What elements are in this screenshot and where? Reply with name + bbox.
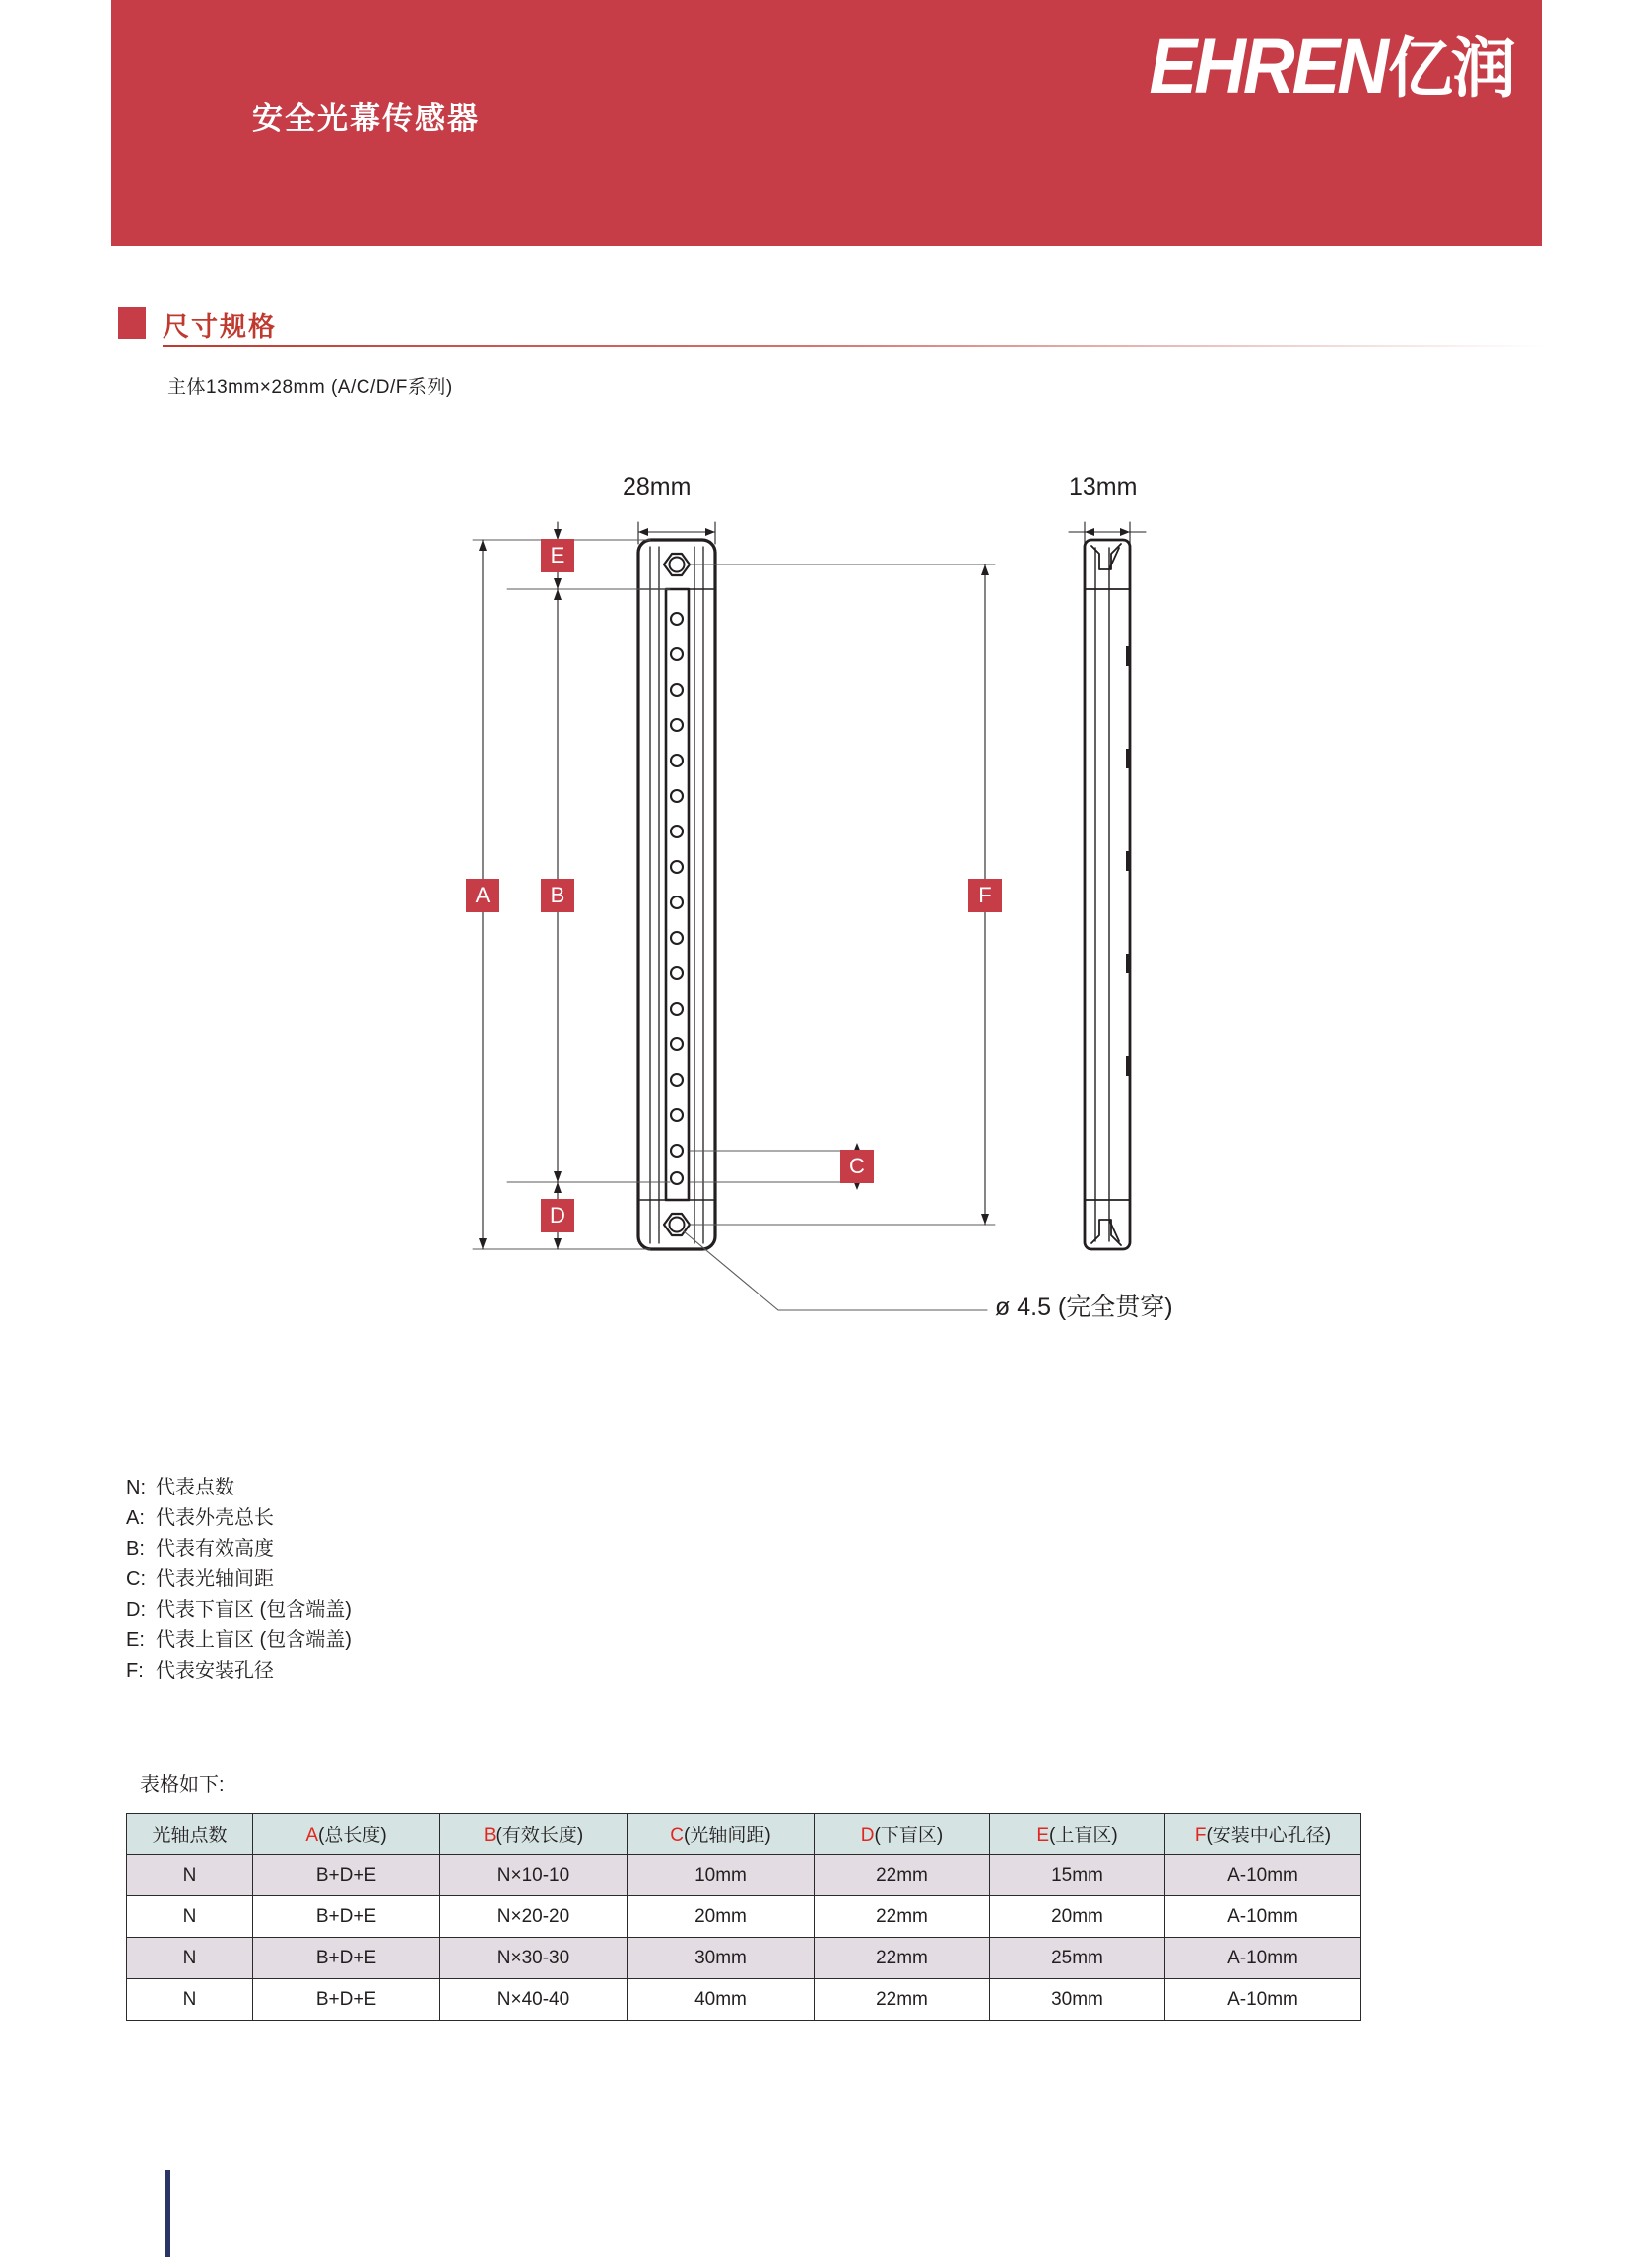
table-caption: 表格如下: <box>140 1774 225 1796</box>
column-label: (总长度) <box>318 1826 387 1846</box>
legend-text: 代表上盲区 (包含端盖) <box>156 1629 352 1651</box>
table-header-row <box>127 1814 1361 1855</box>
bottom-mounting-bolt <box>664 1214 690 1235</box>
section-title: 尺寸规格 <box>163 312 277 342</box>
symbol-legend <box>126 1473 352 1687</box>
column-label: (有效长度) <box>496 1826 584 1846</box>
legend-item <box>126 1473 352 1503</box>
section-divider <box>163 345 1547 347</box>
column-label: (安装中心孔径) <box>1206 1826 1332 1846</box>
column-letter: C <box>670 1826 685 1846</box>
dimension-badge-F: F <box>968 879 1002 912</box>
side-view-housing <box>1085 540 1131 1249</box>
table-cell: N×30-30 <box>440 1938 628 1979</box>
table-header-cell <box>440 1814 628 1855</box>
column-letter: A <box>305 1826 319 1846</box>
section-accent-swatch <box>118 307 146 339</box>
section-header <box>118 305 1547 357</box>
legend-key: F: <box>126 1660 144 1682</box>
table-cell: N <box>127 1896 253 1938</box>
brand-logo-chinese: 亿润 <box>1388 32 1514 104</box>
legend-key: C: <box>126 1568 146 1590</box>
specification-table <box>126 1813 1361 2021</box>
brand-logo-latin: EHREN <box>1149 23 1386 109</box>
table-cell: 20mm <box>628 1896 815 1938</box>
hole-note-leader <box>684 1231 987 1310</box>
table-header-cell <box>127 1814 253 1855</box>
table-cell: 30mm <box>990 1979 1165 2021</box>
hole-diameter-note: ø 4.5 (完全贯穿) <box>995 1294 1173 1321</box>
dimension-badge-E: E <box>541 539 574 572</box>
table-header-cell <box>253 1814 440 1855</box>
table-cell: 25mm <box>990 1938 1165 1979</box>
table-header-cell <box>1165 1814 1361 1855</box>
table-cell: 10mm <box>628 1855 815 1896</box>
dimension-drawing <box>0 424 1652 1360</box>
table-header-cell <box>628 1814 815 1855</box>
legend-key: A: <box>126 1507 145 1529</box>
legend-item <box>126 1564 352 1595</box>
table-header-cell <box>815 1814 990 1855</box>
page-header-band <box>111 0 1542 246</box>
table-row <box>127 1938 1361 1979</box>
table-cell: 20mm <box>990 1896 1165 1938</box>
legend-key: D: <box>126 1599 146 1621</box>
table-cell: 40mm <box>628 1979 815 2021</box>
table-cell: 30mm <box>628 1938 815 1979</box>
drawing-svg <box>0 424 1652 1360</box>
table-cell: N×20-20 <box>440 1896 628 1938</box>
brand-logo <box>1149 18 1514 109</box>
dimension-badge-D: D <box>541 1199 574 1232</box>
table-cell: B+D+E <box>253 1855 440 1896</box>
column-letter: E <box>1036 1826 1050 1846</box>
column-label: 光轴点数 <box>152 1826 228 1846</box>
table-cell: 22mm <box>815 1938 990 1979</box>
legend-item <box>126 1503 352 1534</box>
table-cell: N <box>127 1938 253 1979</box>
legend-text: 代表点数 <box>156 1477 234 1498</box>
table-cell: A-10mm <box>1165 1979 1361 2021</box>
legend-item <box>126 1595 352 1626</box>
table-cell: N <box>127 1979 253 2021</box>
table-cell: A-10mm <box>1165 1896 1361 1938</box>
table-row <box>127 1855 1361 1896</box>
legend-key: E: <box>126 1629 145 1651</box>
table-cell: 22mm <box>815 1896 990 1938</box>
table-cell: 22mm <box>815 1979 990 2021</box>
table-cell: N×40-40 <box>440 1979 628 2021</box>
table-cell: A-10mm <box>1165 1855 1361 1896</box>
column-letter: D <box>860 1826 875 1846</box>
legend-item <box>126 1534 352 1564</box>
column-letter: F <box>1194 1826 1207 1846</box>
column-label: (光轴间距) <box>684 1826 771 1846</box>
table-cell: 22mm <box>815 1855 990 1896</box>
footer-accent-bar <box>165 2170 170 2257</box>
top-mounting-bolt <box>664 554 690 575</box>
front-width-dimension-text: 28mm <box>623 473 692 500</box>
table-cell: B+D+E <box>253 1979 440 2021</box>
legend-key: N: <box>126 1477 146 1498</box>
table-header-cell <box>990 1814 1165 1855</box>
legend-text: 代表安装孔径 <box>156 1660 274 1682</box>
legend-text: 代表有效高度 <box>156 1538 274 1560</box>
column-label: (上盲区) <box>1049 1826 1118 1846</box>
table-row <box>127 1979 1361 2021</box>
dimension-badge-B: B <box>541 879 574 912</box>
column-letter: B <box>483 1826 496 1846</box>
table-cell: N×10-10 <box>440 1855 628 1896</box>
dimension-badge-C: C <box>840 1150 874 1183</box>
section-subtitle: 主体13mm×28mm (A/C/D/F系列) <box>167 377 453 398</box>
side-width-dimension-text: 13mm <box>1069 473 1138 500</box>
dimension-badge-A: A <box>466 879 499 912</box>
table-cell: A-10mm <box>1165 1938 1361 1979</box>
legend-key: B: <box>126 1538 145 1560</box>
table-cell: B+D+E <box>253 1896 440 1938</box>
table-cell: 15mm <box>990 1855 1165 1896</box>
table-cell: N <box>127 1855 253 1896</box>
legend-item <box>126 1626 352 1656</box>
table-cell: B+D+E <box>253 1938 440 1979</box>
column-label: (下盲区) <box>874 1826 944 1846</box>
legend-text: 代表外壳总长 <box>156 1507 274 1529</box>
optical-axis-holes <box>671 613 683 1184</box>
legend-text: 代表下盲区 (包含端盖) <box>156 1599 352 1621</box>
legend-item <box>126 1656 352 1687</box>
page-title: 安全光幕传感器 <box>252 101 480 136</box>
table-row <box>127 1896 1361 1938</box>
legend-text: 代表光轴间距 <box>156 1568 274 1590</box>
